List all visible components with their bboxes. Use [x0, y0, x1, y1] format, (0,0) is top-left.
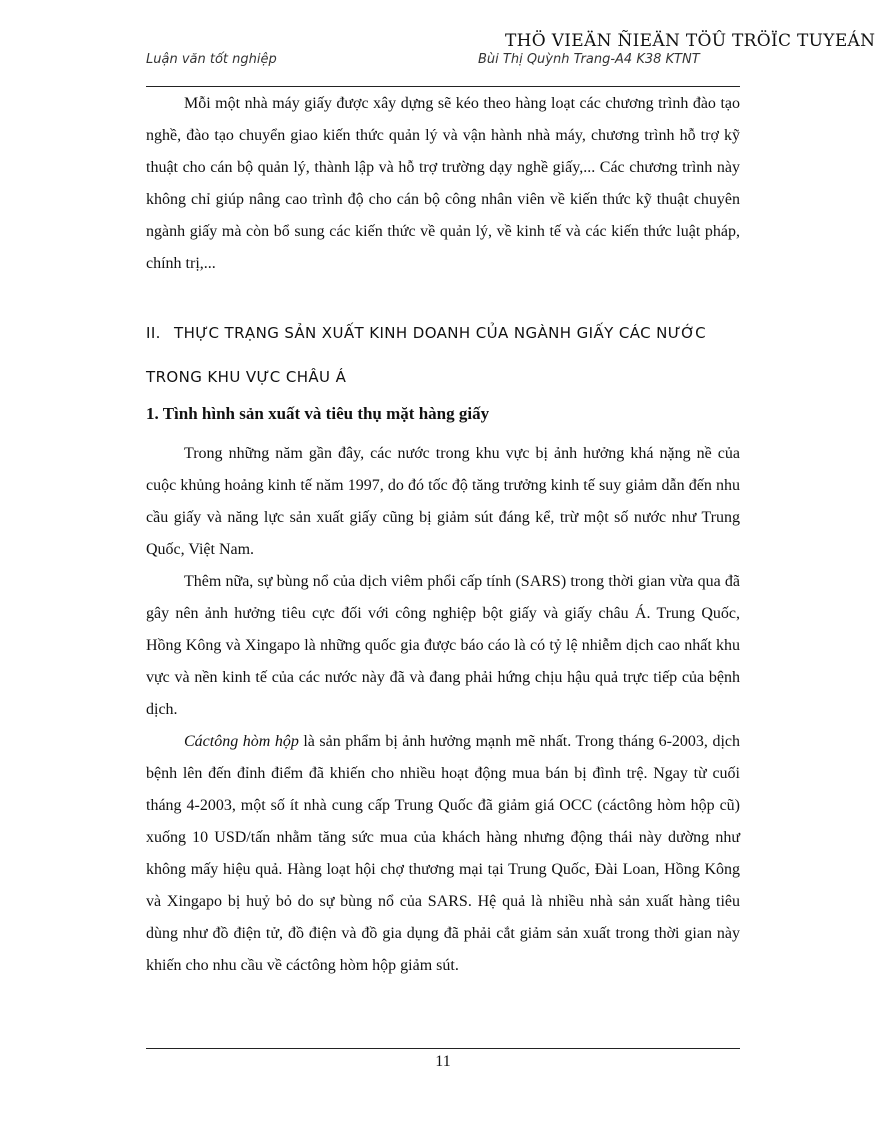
paragraph-4	[146, 726, 740, 982]
header-left: Luận văn tốt nghiệp	[146, 52, 277, 67]
section-title-line-1: THỰC TRẠNG SẢN XUẤT KINH DOANH CỦA NGÀNH GIẤY CÁC NƯỚC	[174, 324, 707, 342]
watermark-text: THÖ VIEÄN ÑIEÄN TÖÛ TRÖÏC TUYEÁN	[505, 31, 876, 51]
paragraph-4-text: là sản phẩm bị ảnh hưởng mạnh mẽ nhất. Trong tháng 6-2003, dịch bệnh lên đến đỉnh điểm đã khiến cho nhiều hoạt động mua bán bị đình trệ. Ngay từ cuối tháng 4-2003, một số ít nhà cung cấp Trung Quốc đã giảm giá OCC (cáctông hòm hộp cũ) xuống 10 USD/tấn nhằm tăng sức mua của khách hàng nhưng động thái này dường như không mấy hiệu quả. Hàng loạt hội chợ thương mại tại Trung Quốc, Đài Loan, Hồng Kông và Xingapo bị huỷ bỏ do sự bùng nổ của SARS. Hệ quả là nhiều nhà sản xuất hàng tiêu dùng như đồ điện tử, đồ điện và đồ gia dụng đã phải cắt giảm sản xuất trong thời gian này khiến cho nhu cầu về cáctông hòm hộp giảm sút.	[146, 733, 740, 974]
footer-rule	[146, 1048, 740, 1049]
paragraph-1: Mỗi một nhà máy giấy được xây dựng sẽ kéo theo hàng loạt các chương trình đào tạo nghề, đào tạo chuyển giao kiến thức quản lý và vận hành nhà máy, chương trình hỗ trợ kỹ thuật cho cán bộ quản lý, thành lập và hỗ trợ trường dạy nghề giấy,... Các chương trình này không chỉ giúp nâng cao trình độ cho cán bộ công nhân viên về kiến thức kỹ thuật chuyên ngành giấy mà còn bổ sung các kiến thức về quản lý, về kinh tế và các kiến thức luật pháp, chính trị,...	[146, 95, 740, 272]
header-rule	[146, 86, 740, 87]
paragraph-2: Trong những năm gần đây, các nước trong khu vực bị ảnh hưởng khá nặng nề của cuộc khủng hoảng kinh tế năm 1997, do đó tốc độ tăng trưởng kinh tế suy giảm dẫn đến nhu cầu giấy và năng lực sản xuất giấy cũng bị giảm sút đáng kể, trừ một số nước như Trung Quốc, Việt Nam.	[146, 445, 740, 558]
section-number: II.	[146, 324, 161, 342]
subsection-heading: 1. Tình hình sản xuất và tiêu thụ mặt hàng giấy	[146, 404, 490, 423]
paragraph-3: Thêm nữa, sự bùng nổ của dịch viêm phổi cấp tính (SARS) trong thời gian vừa qua đã gây nên ảnh hưởng tiêu cực đối với công nghiệp bột giấy và giấy châu Á. Trung Quốc, Hồng Kông và Xingapo là những quốc gia được báo cáo là có tỷ lệ nhiễm dịch cao nhất khu vực và nền kinh tế của các nước này đã và đang phải hứng chịu hậu quả trực tiếp của bệnh dịch.	[146, 573, 740, 718]
italic-term: Cáctông hòm hộp	[184, 733, 299, 750]
section-title-line-2: TRONG KHU VỰC CHÂU Á	[146, 368, 347, 386]
header-right: Bùi Thị Quỳnh Trang-A4 K38 KTNT	[478, 52, 700, 67]
section-heading-line-1	[146, 323, 740, 343]
page-number: 11	[435, 1053, 451, 1070]
